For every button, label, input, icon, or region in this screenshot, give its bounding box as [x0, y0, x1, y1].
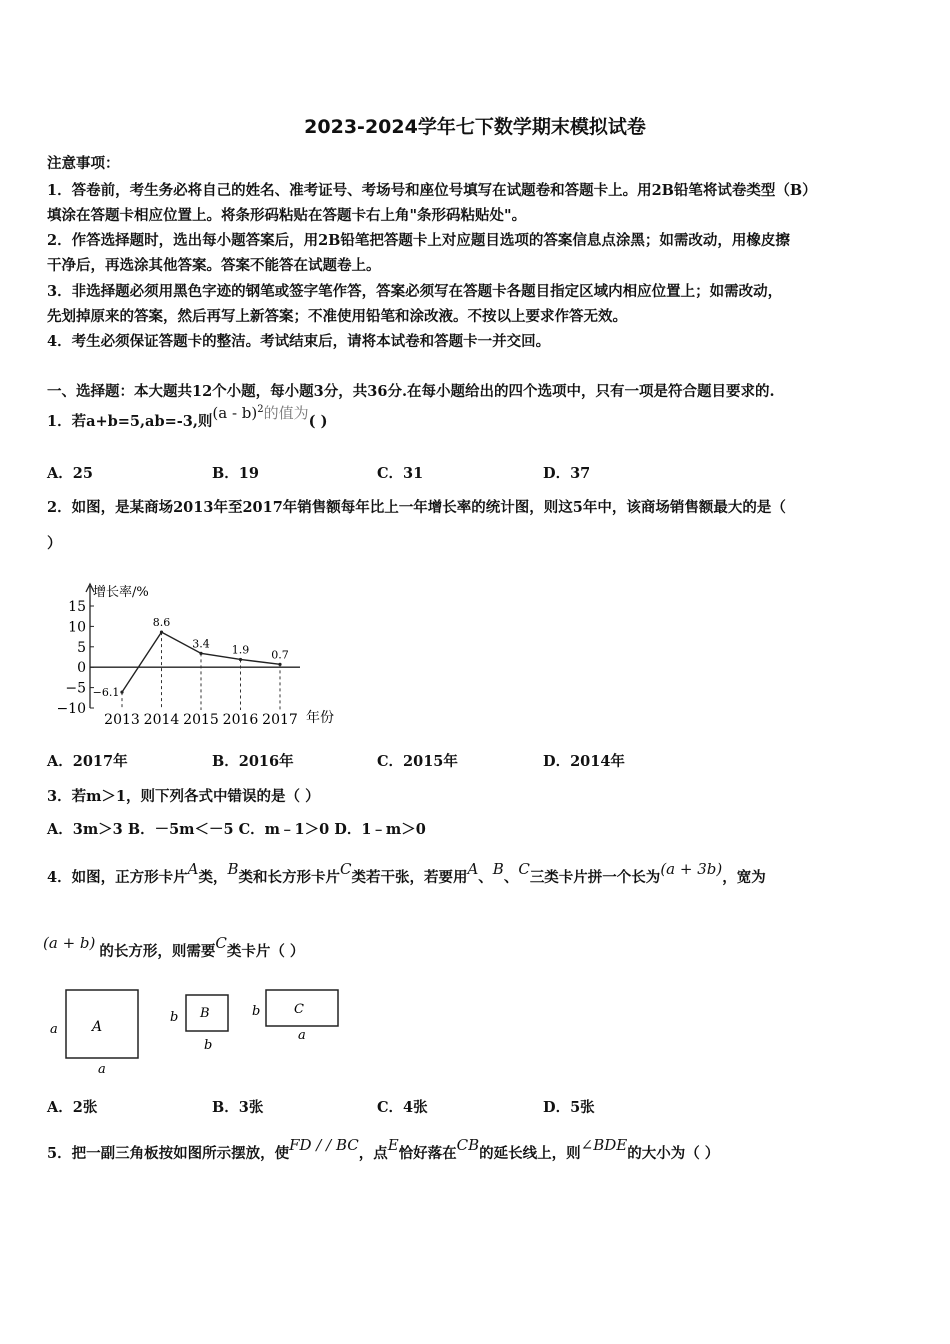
chart-svg: [50, 572, 350, 732]
q4-option-b: B．3张: [212, 1099, 264, 1116]
card-b-bottom: b: [204, 1038, 213, 1053]
page-title: 2023-2024学年七下数学期末模拟试卷: [304, 116, 646, 138]
notice-line-2: 填涂在答题卡相应位置上。将条形码粘贴在答题卡右上角"条形码粘贴处"。: [47, 207, 527, 224]
question-1: [47, 404, 328, 431]
q1-paren: ( ): [308, 413, 328, 430]
data-point: [120, 690, 123, 693]
data-label: −6.1: [92, 686, 120, 700]
q4-length: (a + 3b): [660, 860, 723, 878]
card-a-bottom: a: [98, 1062, 106, 1077]
y-axis-label: 增长率/%: [93, 585, 149, 600]
q1-option-a: A．25: [47, 465, 93, 482]
q4-option-d: D．5张: [543, 1099, 595, 1116]
q4-width: (a + b): [43, 934, 96, 952]
q5-line-cb: CB: [456, 1136, 480, 1154]
q2-option-b: B．2016年: [212, 753, 294, 770]
q4-var-b: B: [227, 860, 239, 878]
notice-line-4: 干净后，再选涂其他答案。答案不能答在试题卷上。: [47, 257, 381, 274]
growth-rate-chart: [50, 572, 350, 736]
q3-options: A．3m＞3 B．－5m＜－5 C．m﹣1＞0 D．1﹣m＞0: [47, 821, 426, 838]
question-4-cont: (a + b) 的长方形，则需要C类卡片（ ）: [43, 934, 305, 960]
q4-var-a: A: [187, 860, 199, 878]
card-c-label: C: [294, 1002, 304, 1017]
card-b-side: b: [170, 1010, 179, 1025]
data-label: 3.4: [192, 637, 210, 651]
q1-math: (a - b)$^2$的值为: [212, 404, 309, 422]
notice-heading: 注意事项：: [47, 155, 120, 172]
data-label: 0.7: [271, 648, 289, 662]
notice-line-1: 1．答卷前，考生务必将自己的姓名、准考证号、考场号和座位号填写在试题卷和答题卡上。用2B铅笔将试卷类型（B）: [47, 182, 817, 199]
q2-option-d: D．2014年: [543, 753, 625, 770]
x-tick-label: 2014: [143, 712, 180, 728]
q4-var-c: C: [339, 860, 352, 878]
section-heading: 一、选择题：本大题共12个小题，每小题3分，共36分.在每小题给出的四个选项中，只有一项是符合题目要求的.: [47, 383, 775, 400]
x-tick-label: 2013: [104, 712, 140, 728]
notice-line-7: 4．考生必须保证答题卡的整洁。考试结束后，请将本试卷和答题卡一并交回。: [47, 333, 551, 350]
x-axis-label: 年份: [306, 710, 334, 726]
q2-option-c: C．2015年: [377, 753, 458, 770]
q1-option-b: B．19: [212, 465, 259, 482]
question-2-cont: ）: [47, 535, 62, 552]
q5-parallel: FD / / BC: [289, 1136, 359, 1154]
q5-angle: ∠BDE: [580, 1136, 628, 1154]
y-tick-label: −5: [65, 680, 86, 697]
card-c-side: b: [252, 1004, 261, 1019]
data-label: 1.9: [231, 643, 250, 657]
cards-svg: [44, 985, 354, 1080]
notice-line-3: 2．作答选择题时，选出每小题答案后，用2B铅笔把答题卡上对应题目选项的答案信息点涂黑；如需改动，用橡皮擦: [47, 232, 790, 249]
x-tick-label: 2015: [183, 712, 219, 728]
q1-stem: 1．若a+b=5,ab=-3,则: [47, 413, 213, 430]
q5-point-e: E: [387, 1136, 399, 1154]
question-5: 5．把一副三角板按如图所示摆放，使FD / / BC，点E恰好落在CB的延长线上，则∠BDE的大小为（ ）: [47, 1136, 720, 1162]
y-tick-label: 0: [77, 660, 86, 677]
card-a-label: A: [92, 1019, 103, 1035]
question-3: 3．若m＞1，则下列各式中错误的是（ ）: [47, 788, 320, 805]
data-point: [199, 652, 202, 655]
y-tick-label: 10: [68, 619, 86, 636]
q2-option-a: A．2017年: [47, 753, 128, 770]
x-tick-label: 2017: [262, 712, 298, 728]
y-tick-label: 5: [77, 639, 86, 656]
card-b-label: B: [200, 1006, 210, 1021]
data-point: [278, 663, 281, 666]
notice-line-5: 3．非选择题必须用黑色字迹的钢笔或签字笔作答，答案必须写在答题卡各题目指定区域内相应位置上；如需改动，: [47, 283, 783, 300]
question-4: 4．如图，正方形卡片A类，B类和长方形卡片C类若干张，若要用A、B、C三类卡片拼一个长为(a + 3b)，宽为: [47, 860, 766, 886]
data-point: [160, 631, 163, 634]
x-tick-label: 2016: [222, 712, 259, 728]
q4-option-c: C．4张: [377, 1099, 428, 1116]
card-figure: [44, 985, 354, 1084]
card-c-bottom: a: [298, 1028, 306, 1043]
q1-option-c: C．31: [377, 465, 424, 482]
q4-option-a: A．2张: [47, 1099, 98, 1116]
data-label: 8.6: [152, 616, 171, 630]
y-tick-label: 15: [68, 599, 86, 615]
notice-line-6: 先划掉原来的答案，然后再写上新答案；不准使用铅笔和涂改液。不按以上要求作答无效。: [47, 308, 627, 325]
data-point: [239, 658, 242, 661]
card-a-side: a: [50, 1022, 58, 1037]
y-tick-label: −10: [56, 701, 86, 717]
q1-option-d: D．37: [543, 465, 591, 482]
question-2: 2．如图，是某商场2013年至2017年销售额每年比上一年增长率的统计图，则这5年中，该商场销售额最大的是（: [47, 499, 786, 516]
